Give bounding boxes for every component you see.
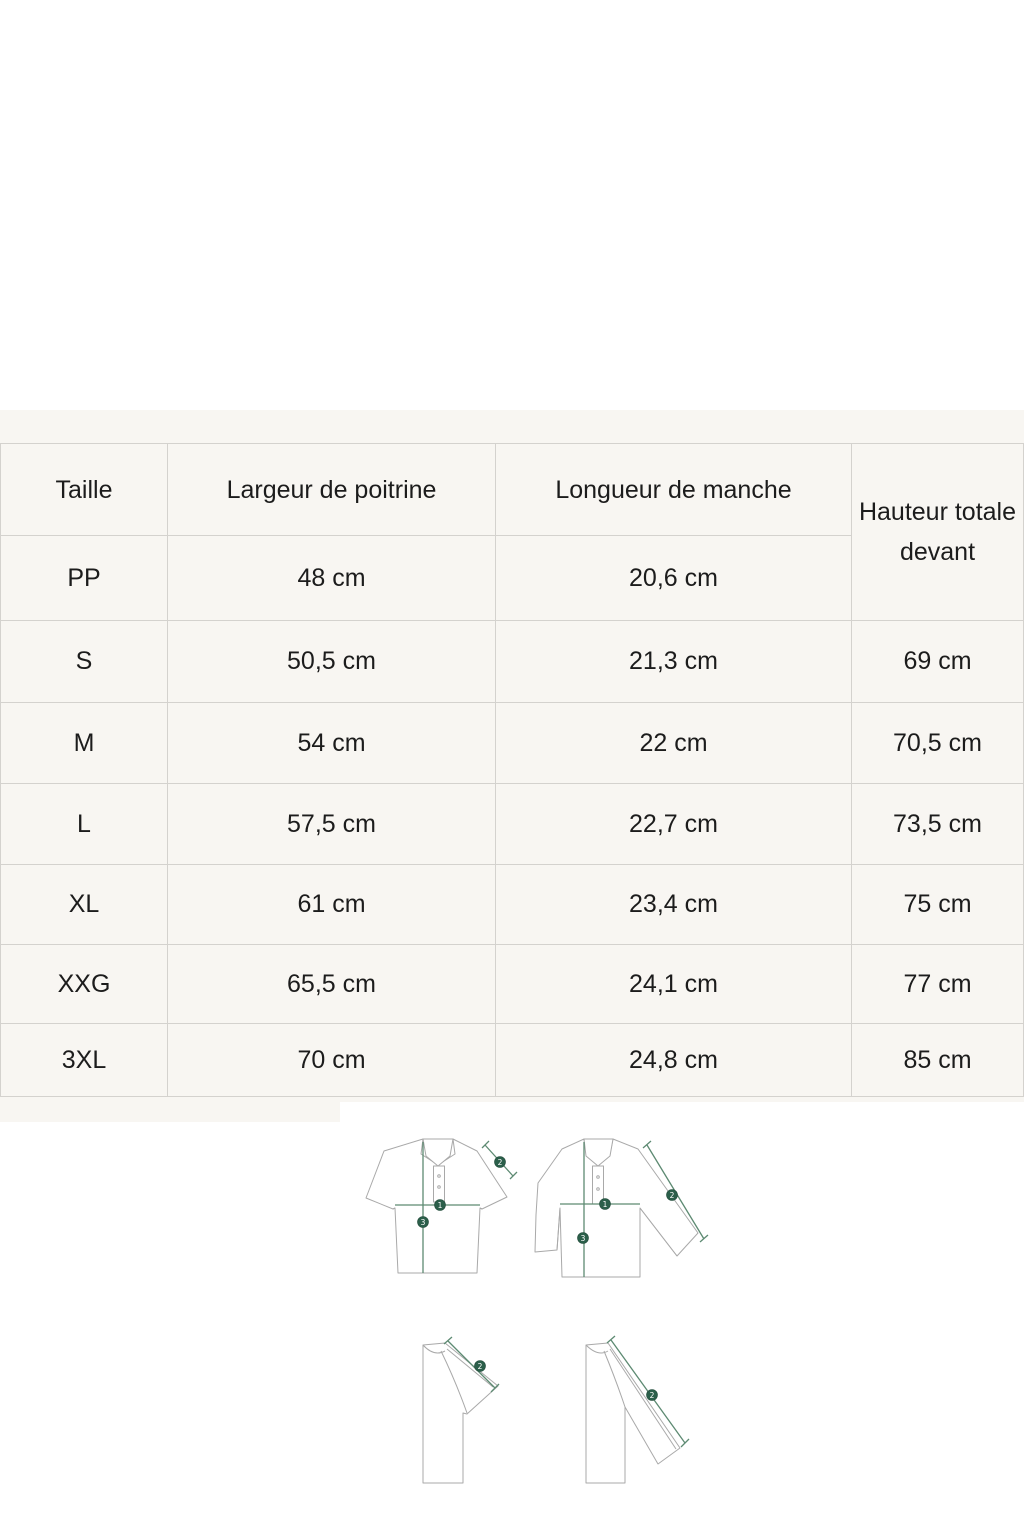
height-badge: 3	[420, 1217, 426, 1227]
cell-height: 77 cm	[852, 945, 1024, 1024]
table-row-l	[1, 784, 1024, 865]
short-sleeve-polo-icon	[366, 1139, 517, 1273]
short-raglan-sleeve-icon	[423, 1337, 499, 1483]
cell-size: S	[1, 621, 168, 703]
sleeve-badge: 2	[497, 1157, 503, 1167]
cell-sleeve: 22 cm	[496, 703, 852, 784]
polo-measurement-diagram	[355, 1125, 735, 1300]
height-badge: 3	[580, 1233, 586, 1243]
cell-sleeve: 20,6 cm	[496, 536, 852, 621]
header-taille: Taille	[1, 444, 168, 536]
cell-sleeve: 21,3 cm	[496, 621, 852, 703]
cell-chest: 57,5 cm	[168, 784, 496, 865]
cell-sleeve: 22,7 cm	[496, 784, 852, 865]
long-raglan-sleeve-icon	[586, 1336, 689, 1483]
chest-badge: 1	[602, 1199, 608, 1209]
raglan-sleeve-measurement-diagram	[400, 1330, 710, 1510]
table-row-m	[1, 703, 1024, 784]
cell-height: 70,5 cm	[852, 703, 1024, 784]
table-row-xxg	[1, 945, 1024, 1024]
long-sleeve-polo-icon	[535, 1139, 708, 1277]
cell-sleeve: 23,4 cm	[496, 865, 852, 945]
cell-sleeve: 24,1 cm	[496, 945, 852, 1024]
cell-chest: 48 cm	[168, 536, 496, 621]
cell-size: XL	[1, 865, 168, 945]
cell-sleeve: 24,8 cm	[496, 1024, 852, 1097]
header-longueur-manche: Longueur de manche	[496, 444, 852, 536]
sleeve-badge: 2	[649, 1390, 655, 1400]
cell-height: 85 cm	[852, 1024, 1024, 1097]
table-row-s	[1, 621, 1024, 703]
cell-height: 69 cm	[852, 621, 1024, 703]
cell-chest: 61 cm	[168, 865, 496, 945]
cell-height: 75 cm	[852, 865, 1024, 945]
header-largeur-poitrine: Largeur de poitrine	[168, 444, 496, 536]
cell-size: M	[1, 703, 168, 784]
sleeve-badge: 2	[477, 1361, 483, 1371]
table-row-3xl	[1, 1024, 1024, 1097]
chest-badge: 1	[437, 1200, 443, 1210]
sleeve-badge: 2	[669, 1190, 675, 1200]
table-row-xl	[1, 865, 1024, 945]
cell-chest: 70 cm	[168, 1024, 496, 1097]
cell-size: XXG	[1, 945, 168, 1024]
cell-chest: 65,5 cm	[168, 945, 496, 1024]
cell-size: 3XL	[1, 1024, 168, 1097]
cell-chest: 54 cm	[168, 703, 496, 784]
cell-chest: 50,5 cm	[168, 621, 496, 703]
header-hauteur-totale: Hauteur totale devant	[852, 444, 1024, 621]
cell-size: PP	[1, 536, 168, 621]
size-guide-panel-edge	[0, 1102, 340, 1122]
size-chart-table	[0, 443, 1024, 1097]
cell-height: 73,5 cm	[852, 784, 1024, 865]
size-chart-header-row	[1, 444, 1024, 536]
cell-size: L	[1, 784, 168, 865]
